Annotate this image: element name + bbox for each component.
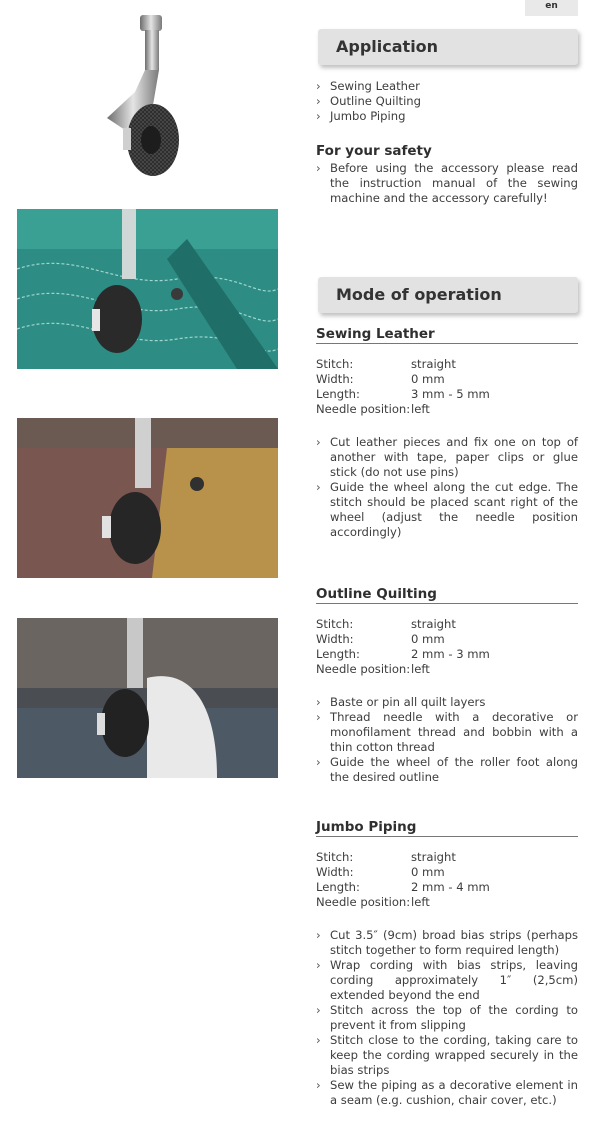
setting-label: Stitch: — [316, 617, 354, 631]
safety-heading: For your safety — [316, 143, 432, 159]
list-item: › Cut leather pieces and fix one on top of another with tape, paper clips or glue stick (do not use pins) — [316, 435, 578, 480]
setting-label: Needle position: — [316, 662, 411, 676]
sewing-leather-settings — [316, 357, 578, 417]
setting-value: 0 mm — [411, 632, 445, 646]
list-item: › Stitch close to the cording, taking care to keep the cording wrapped securely in the bias strips — [316, 1033, 578, 1078]
sewing-leather-steps — [316, 435, 578, 540]
language-tab: en — [525, 0, 578, 16]
setting-label: Length: — [316, 387, 360, 401]
list-item: › Jumbo Piping — [316, 109, 578, 124]
application-list — [316, 79, 578, 124]
roller-foot-image — [95, 10, 195, 180]
setting-value: 0 mm — [411, 372, 445, 386]
setting-label: Width: — [316, 372, 354, 386]
setting-value: 2 mm - 4 mm — [411, 880, 490, 894]
setting-label: Needle position: — [316, 402, 411, 416]
setting-value: 2 mm - 3 mm — [411, 647, 490, 661]
list-item: › Before using the accessory please read the instruction manual of the sewing machine and the accessory carefully! — [316, 161, 578, 206]
list-item: › Guide the wheel along the cut edge. The stitch should be placed scant right of the wheel (adjust the needle position accordingly) — [316, 480, 578, 540]
setting-label: Length: — [316, 880, 360, 894]
list-item: › Sewing Leather — [316, 79, 578, 94]
sewing-leather-heading: Sewing Leather — [316, 326, 578, 344]
jumbo-piping-steps — [316, 928, 578, 1108]
list-item: › Outline Quilting — [316, 94, 578, 109]
outline-quilting-settings — [316, 617, 578, 677]
setting-value: straight — [411, 357, 456, 371]
setting-value: 3 mm - 5 mm — [411, 387, 490, 401]
outline-quilting-steps — [316, 695, 578, 785]
list-item: › Cut 3.5″ (9cm) broad bias strips (perhaps stitch together to form required length) — [316, 928, 578, 958]
safety-list — [316, 161, 578, 206]
setting-label: Width: — [316, 632, 354, 646]
application-heading: Application — [318, 29, 578, 65]
list-item: › Stitch across the top of the cording to prevent it from slipping — [316, 1003, 578, 1033]
setting-value: left — [411, 662, 430, 676]
jumbo-piping-heading: Jumbo Piping — [316, 819, 578, 837]
setting-value: 0 mm — [411, 865, 445, 879]
setting-label: Stitch: — [316, 850, 354, 864]
mode-of-operation-heading: Mode of operation — [318, 277, 578, 313]
setting-value: straight — [411, 850, 456, 864]
setting-label: Width: — [316, 865, 354, 879]
setting-value: straight — [411, 617, 456, 631]
setting-label: Stitch: — [316, 357, 354, 371]
list-item: › Guide the wheel of the roller foot along the desired outline — [316, 755, 578, 785]
list-item: › Baste or pin all quilt layers — [316, 695, 578, 710]
setting-value: left — [411, 402, 430, 416]
jumbo-piping-settings — [316, 850, 578, 910]
leather-photo — [17, 418, 278, 578]
setting-label: Needle position: — [316, 895, 411, 909]
setting-value: left — [411, 895, 430, 909]
outline-quilting-photo — [17, 618, 278, 778]
outline-quilting-heading: Outline Quilting — [316, 586, 578, 604]
quilting-teal-photo — [17, 209, 278, 369]
list-item: › Wrap cording with bias strips, leaving cording approximately 1″ (2,5cm) extended beyond the end — [316, 958, 578, 1003]
list-item: › Sew the piping as a decorative element in a seam (e.g. cushion, chair cover, etc.) — [316, 1078, 578, 1108]
setting-label: Length: — [316, 647, 360, 661]
list-item: › Thread needle with a decorative or monofilament thread and bobbin with a thin cotton thread — [316, 710, 578, 755]
